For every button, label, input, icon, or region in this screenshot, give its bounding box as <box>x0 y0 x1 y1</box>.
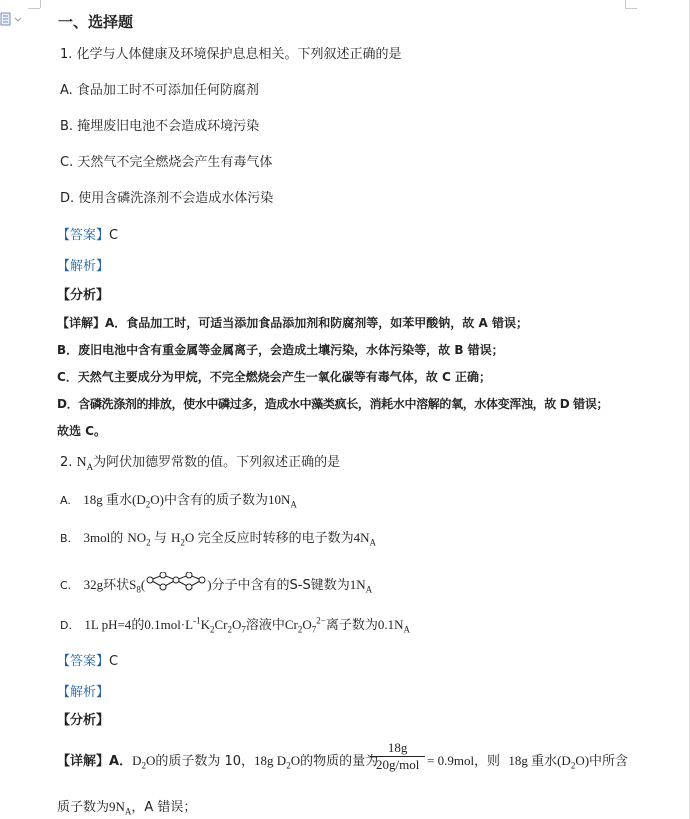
q2-answer-value: C <box>109 654 119 669</box>
q1-detail-line-3: C．天然气主要成分为甲烷，不完全燃烧会产生一氧化碳等有毒气体，故 C 正确； <box>57 370 491 384</box>
q1-option-d: D. 使用含磷洗涤剂不会造成水体污染 <box>60 191 274 206</box>
q2-detail-line-1-cont: = 0.9mol，则 18g 重水$(D_2O)$中所含 <box>427 753 629 771</box>
q1-detail-line-5: 故选 C。 <box>57 424 106 438</box>
q2-detail-line-1: 【详解】A．$D_2O$的质子数为 10，18g $D_2O$的物质的量为 <box>57 753 379 771</box>
q2-answer <box>57 654 118 670</box>
q2-answer-tag: 【答案】 <box>57 654 110 669</box>
q2-option-a: A. 18g 重水$(D_2O)$中含有的质子数为$10N_A$ <box>60 492 297 510</box>
q2-stem: 2. $N_A$为阿伏加德罗常数的值。下列叙述正确的是 <box>60 455 341 472</box>
q1-option-b: B. 掩埋废旧电池不会造成环境污染 <box>60 119 260 134</box>
q2-option-d: D. 1L pH=4的$0.1mol\cdot L^{-1}K_2Cr_2O_7$溶液中$Cr_2O_7^{2-}$离子数为$0.1N_A$ <box>60 615 410 635</box>
q1-detail-line-2: B．废旧电池中含有重金属等金属离子，会造成土壤污染，水体污染等，故 B 错误； <box>57 343 504 357</box>
q1-detail-line-1: 【详解】A．食品加工时，可适当添加食品添加剂和防腐剂等，如苯甲酸钠，故 A 错误； <box>57 316 528 330</box>
page-corner-mark-left <box>40 0 41 8</box>
fraction-denominator: 20g/mol <box>376 757 420 772</box>
q2-option-c: C. 32g环状$S_8$( )分子中含有的S-S键数为$1N_A$ <box>60 572 372 599</box>
q1-analysis-tag: 【解析】 <box>57 259 110 274</box>
q2-detail-tag: 【详解】 <box>57 754 110 769</box>
q1-fenxi-tag: 【分析】 <box>57 288 110 303</box>
page-corner-mark-right-h <box>625 8 637 9</box>
q2-analysis-tag: 【解析】 <box>57 685 110 700</box>
q1-answer-tag: 【答案】 <box>57 228 110 243</box>
molar-fraction <box>370 740 425 773</box>
section-title: 一、选择题 <box>58 13 134 31</box>
q2-na-symbol: $N_A$ <box>76 455 94 472</box>
q1-option-c: C. 天然气不完全燃烧会产生有毒气体 <box>60 155 273 170</box>
q1-stem: 1. 化学与人体健康及环境保护息息相关。下列叙述正确的是 <box>60 47 402 62</box>
fraction-numerator: 18g <box>370 740 425 757</box>
q1-answer-value: C <box>109 228 119 243</box>
q2-fenxi-tag: 【分析】 <box>57 713 110 728</box>
q1-answer <box>57 228 118 244</box>
document-icon[interactable] <box>0 12 24 32</box>
q2-detail-line-2: 质子数为$9N_A$，A 错误； <box>57 799 197 817</box>
page-corner-mark-right <box>625 0 626 8</box>
s8-ring-diagram <box>145 572 207 599</box>
q2-option-b: B. 3mol的 $NO_2$ 与 $H_2O$ 完全反应时转移的电子数为$4N_A$ <box>60 530 376 548</box>
q1-detail-tag: 【详解】 <box>57 316 106 330</box>
q1-detail-line-4: D．含磷洗涤剂的排放，使水中磷过多，造成水中藻类疯长，消耗水中溶解的氧，水体变浑浊，故 D 错误； <box>57 397 609 411</box>
q1-option-a: A. 食品加工时不可添加任何防腐剂 <box>60 83 259 98</box>
page-corner-mark-left-h <box>28 8 40 9</box>
